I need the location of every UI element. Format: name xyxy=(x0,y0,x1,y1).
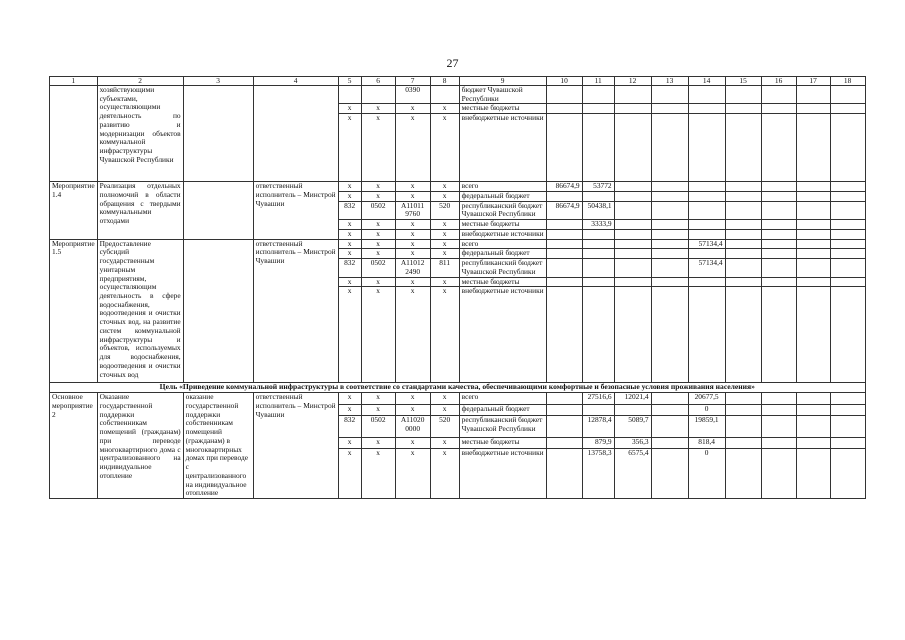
activity-code: Мероприятие 1.5 xyxy=(50,239,98,383)
page-number: 27 xyxy=(446,56,459,70)
table-row: x x x x местные бюджеты xyxy=(50,104,866,114)
table-row: 832 0502 A11020 0000 520 республиканский бюджет Чувашской Республики 12878,4 5089,7 19859,1 xyxy=(50,416,866,438)
col-header: 1 xyxy=(50,77,98,86)
table-row: 832 0502 A11011 9760 520 республиканский бюджет Чувашской Республики 86674,9 50438,1 xyxy=(50,201,866,219)
table-row: x x x x федеральный бюджет xyxy=(50,191,866,201)
responsible-executor: ответственный исполнитель – Минстрой Чувашии xyxy=(253,393,338,499)
col-header: 5 xyxy=(338,77,361,86)
col-header: 15 xyxy=(725,77,761,86)
activity-code: Мероприятие 1.4 xyxy=(50,182,98,239)
table-row: x x x x местные бюджеты xyxy=(50,277,866,287)
table-row: x x x x местные бюджеты 3333,9 xyxy=(50,220,866,230)
col-header: 2 xyxy=(97,77,183,86)
table-row: x x x x внебюджетные источники xyxy=(50,229,866,239)
col-header: 12 xyxy=(614,77,651,86)
col-header: 13 xyxy=(651,77,688,86)
financing-table xyxy=(49,76,866,499)
col-header: 4 xyxy=(253,77,338,86)
table-row: Мероприятие 1.5 Предоставление субсидий государственным унитарным предприятиям, осуществляющим деятельность в сфере водоснабжения, водоотведения и очистки сточных вод, на развитие систем коммунальной инфраструктуры и объектов, используемых для водоснабжения, водоотведения и очистки сточных вод ответственный исполнитель – Минстрой Чувашии x x x x всего 57134,4 xyxy=(50,239,866,249)
table-row: x x x x местные бюджеты 879,9 356,3 818,4 xyxy=(50,437,866,448)
table-row: x x x x федеральный бюджет 0 xyxy=(50,404,866,415)
table-row: x x x x внебюджетные источники xyxy=(50,287,866,383)
table-row: x x x x внебюджетные источники 13758,3 6575,4 0 xyxy=(50,449,866,499)
goal-row xyxy=(50,383,866,393)
activity-description: оказание государственной поддержки собственникам помещений (гражданам) в многоквартирных домах при переводе с централизованного на индивидуальное отопление xyxy=(183,393,253,499)
goal-heading: Цель «Приведение коммунальной инфраструктуры в соответствие со стандартами качества, обеспечивающими комфортные и безопасные условия проживания населения» xyxy=(50,383,866,393)
activity-name: хозяйствующими субъектами, осуществляющими деятельность по развитию и модернизации объектов коммунальной инфраструктуры Чувашской Республики xyxy=(97,86,183,182)
table-row: Мероприятие 1.4 Реализация отдельных полномочий в области обращения с твердыми коммунальными отходами ответственный исполнитель – Минстрой Чувашии x x x x всего 86674,9 53772 xyxy=(50,182,866,192)
responsible-executor: ответственный исполнитель – Минстрой Чувашии xyxy=(253,239,338,383)
table-row: хозяйствующими субъектами, осуществляющими деятельность по развитию и модернизации объектов коммунальной инфраструктуры Чувашской Республики 0390 бюджет Чувашской Республики xyxy=(50,86,866,104)
col-header: 17 xyxy=(796,77,830,86)
col-header: 16 xyxy=(761,77,796,86)
activity-code: Основное мероприятие 2 xyxy=(50,393,98,499)
col-header: 8 xyxy=(430,77,459,86)
col-header: 11 xyxy=(582,77,614,86)
activity-name: Оказание государственной поддержки собственникам помещений (гражданам) при переводе многоквартирного дома с централизованного на индивидуальное отопление xyxy=(97,393,183,499)
col-header: 6 xyxy=(361,77,395,86)
table-row: 832 0502 A11012 2490 811 республиканский бюджет Чувашской Республики 57134,4 xyxy=(50,259,866,277)
activity-name: Предоставление субсидий государственным унитарным предприятиям, осуществляющим деятельность в сфере водоснабжения, водоотведения и очистки сточных вод, на развитие систем коммунальной инфраструктуры и объектов, используемых для водоснабжения, водоотведения и очистки сточных вод xyxy=(97,239,183,383)
col-header: 14 xyxy=(688,77,725,86)
col-header: 7 xyxy=(395,77,430,86)
column-number-row xyxy=(50,77,866,86)
col-header: 18 xyxy=(830,77,865,86)
table-row: x x x x федеральный бюджет xyxy=(50,249,866,259)
table-row: x x x x внебюджетные источники xyxy=(50,114,866,182)
col-header: 9 xyxy=(459,77,546,86)
table-row: Основное мероприятие 2 Оказание государственной поддержки собственникам помещений (гражданам) при переводе многоквартирного дома с централизованного на индивидуальное отопление оказание государственной поддержки собственникам помещений (гражданам) в многоквартирных домах при переводе с централизованного на индивидуальное отопление ответственный исполнитель – Минстрой Чувашии x x x x всего 27516,6 12021,4 20677,5 xyxy=(50,393,866,404)
col-header: 10 xyxy=(546,77,582,86)
col-header: 3 xyxy=(183,77,253,86)
responsible-executor: ответственный исполнитель – Минстрой Чувашии xyxy=(253,182,338,239)
activity-name: Реализация отдельных полномочий в области обращения с твердыми коммунальными отходами xyxy=(97,182,183,239)
